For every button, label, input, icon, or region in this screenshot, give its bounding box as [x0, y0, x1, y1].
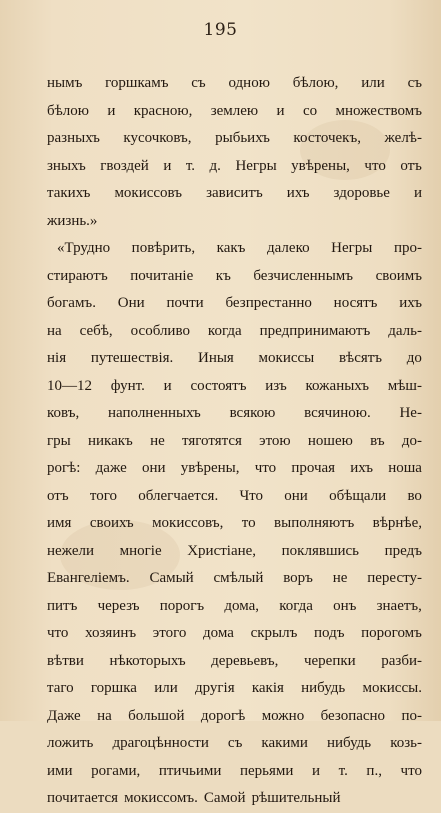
text-line: нежели многіе Христіане, поклявшись предъ [47, 542, 422, 559]
text-line: такихъ мокиссовъ зависитъ ихъ здоровье и [47, 185, 422, 201]
text-line: жизнь.» [47, 212, 98, 229]
text-line: рогѣ: даже они увѣрены, что прочая ихъ ноша [47, 460, 422, 476]
text-line: Евангеліемъ. Самый смѣлый воръ не пересту- [47, 570, 422, 586]
text-line: вѣтви нѣкоторыхъ деревьевъ, черепки разби- [47, 652, 422, 669]
text-line: 10—12 фунт. и состоятъ изъ кожаныхъ мѣш- [47, 377, 422, 394]
text-line: почитается мокиссомъ. Самой рѣшительный [47, 790, 341, 806]
text-line: стираютъ почитаніе къ безчисленнымъ своимъ [47, 267, 422, 284]
text-line: Даже на большой дорогѣ можно безопасно по- [47, 707, 422, 724]
text-line: богамъ. Они почти безпрестанно носятъ ихъ [47, 295, 422, 311]
text-line: на себѣ, особливо когда предпринимаютъ даль- [47, 322, 422, 339]
text-line: таго горшка или другія какія нибудь мокиссы. [47, 680, 422, 696]
text-line: «Трудно повѣрить, какъ далеко Негры про- [57, 240, 422, 256]
text-line: ими рогами, птичьими перьями и т. п., что [47, 762, 422, 779]
text-line: питъ черезъ порогъ дома, когда онъ знаетъ, [47, 597, 422, 614]
text-line: нымъ горшкамъ съ одною бѣлою, или съ [47, 75, 422, 91]
page-number: 195 [203, 20, 238, 40]
text-line: ковъ, наполненныхъ всякою всячиною. Не- [47, 405, 422, 421]
text-line: разныхъ кусочковъ, рыбьихъ косточекъ, желѣ- [47, 130, 422, 146]
text-line: ложить драгоцѣнности съ какими нибудь козь- [47, 735, 422, 751]
text-line: бѣлою и красною, землею и со множествомъ [47, 102, 422, 119]
text-line: зныхъ гвоздей и т. д. Негры увѣрены, что отъ [47, 157, 422, 174]
text-line: нія путешествія. Иныя мокиссы вѣсятъ до [47, 350, 422, 366]
text-line: отъ того облегчается. Что они обѣщали во [47, 487, 422, 504]
text-line: гры никакъ не тяготятся этою ношею въ до- [47, 432, 422, 449]
text-line: имя своихъ мокиссовъ, то выполняютъ вѣрнѣе, [47, 515, 422, 531]
text-line: что хозяинъ этого дома скрылъ подъ порогомъ [47, 625, 422, 641]
body-text [47, 70, 422, 813]
